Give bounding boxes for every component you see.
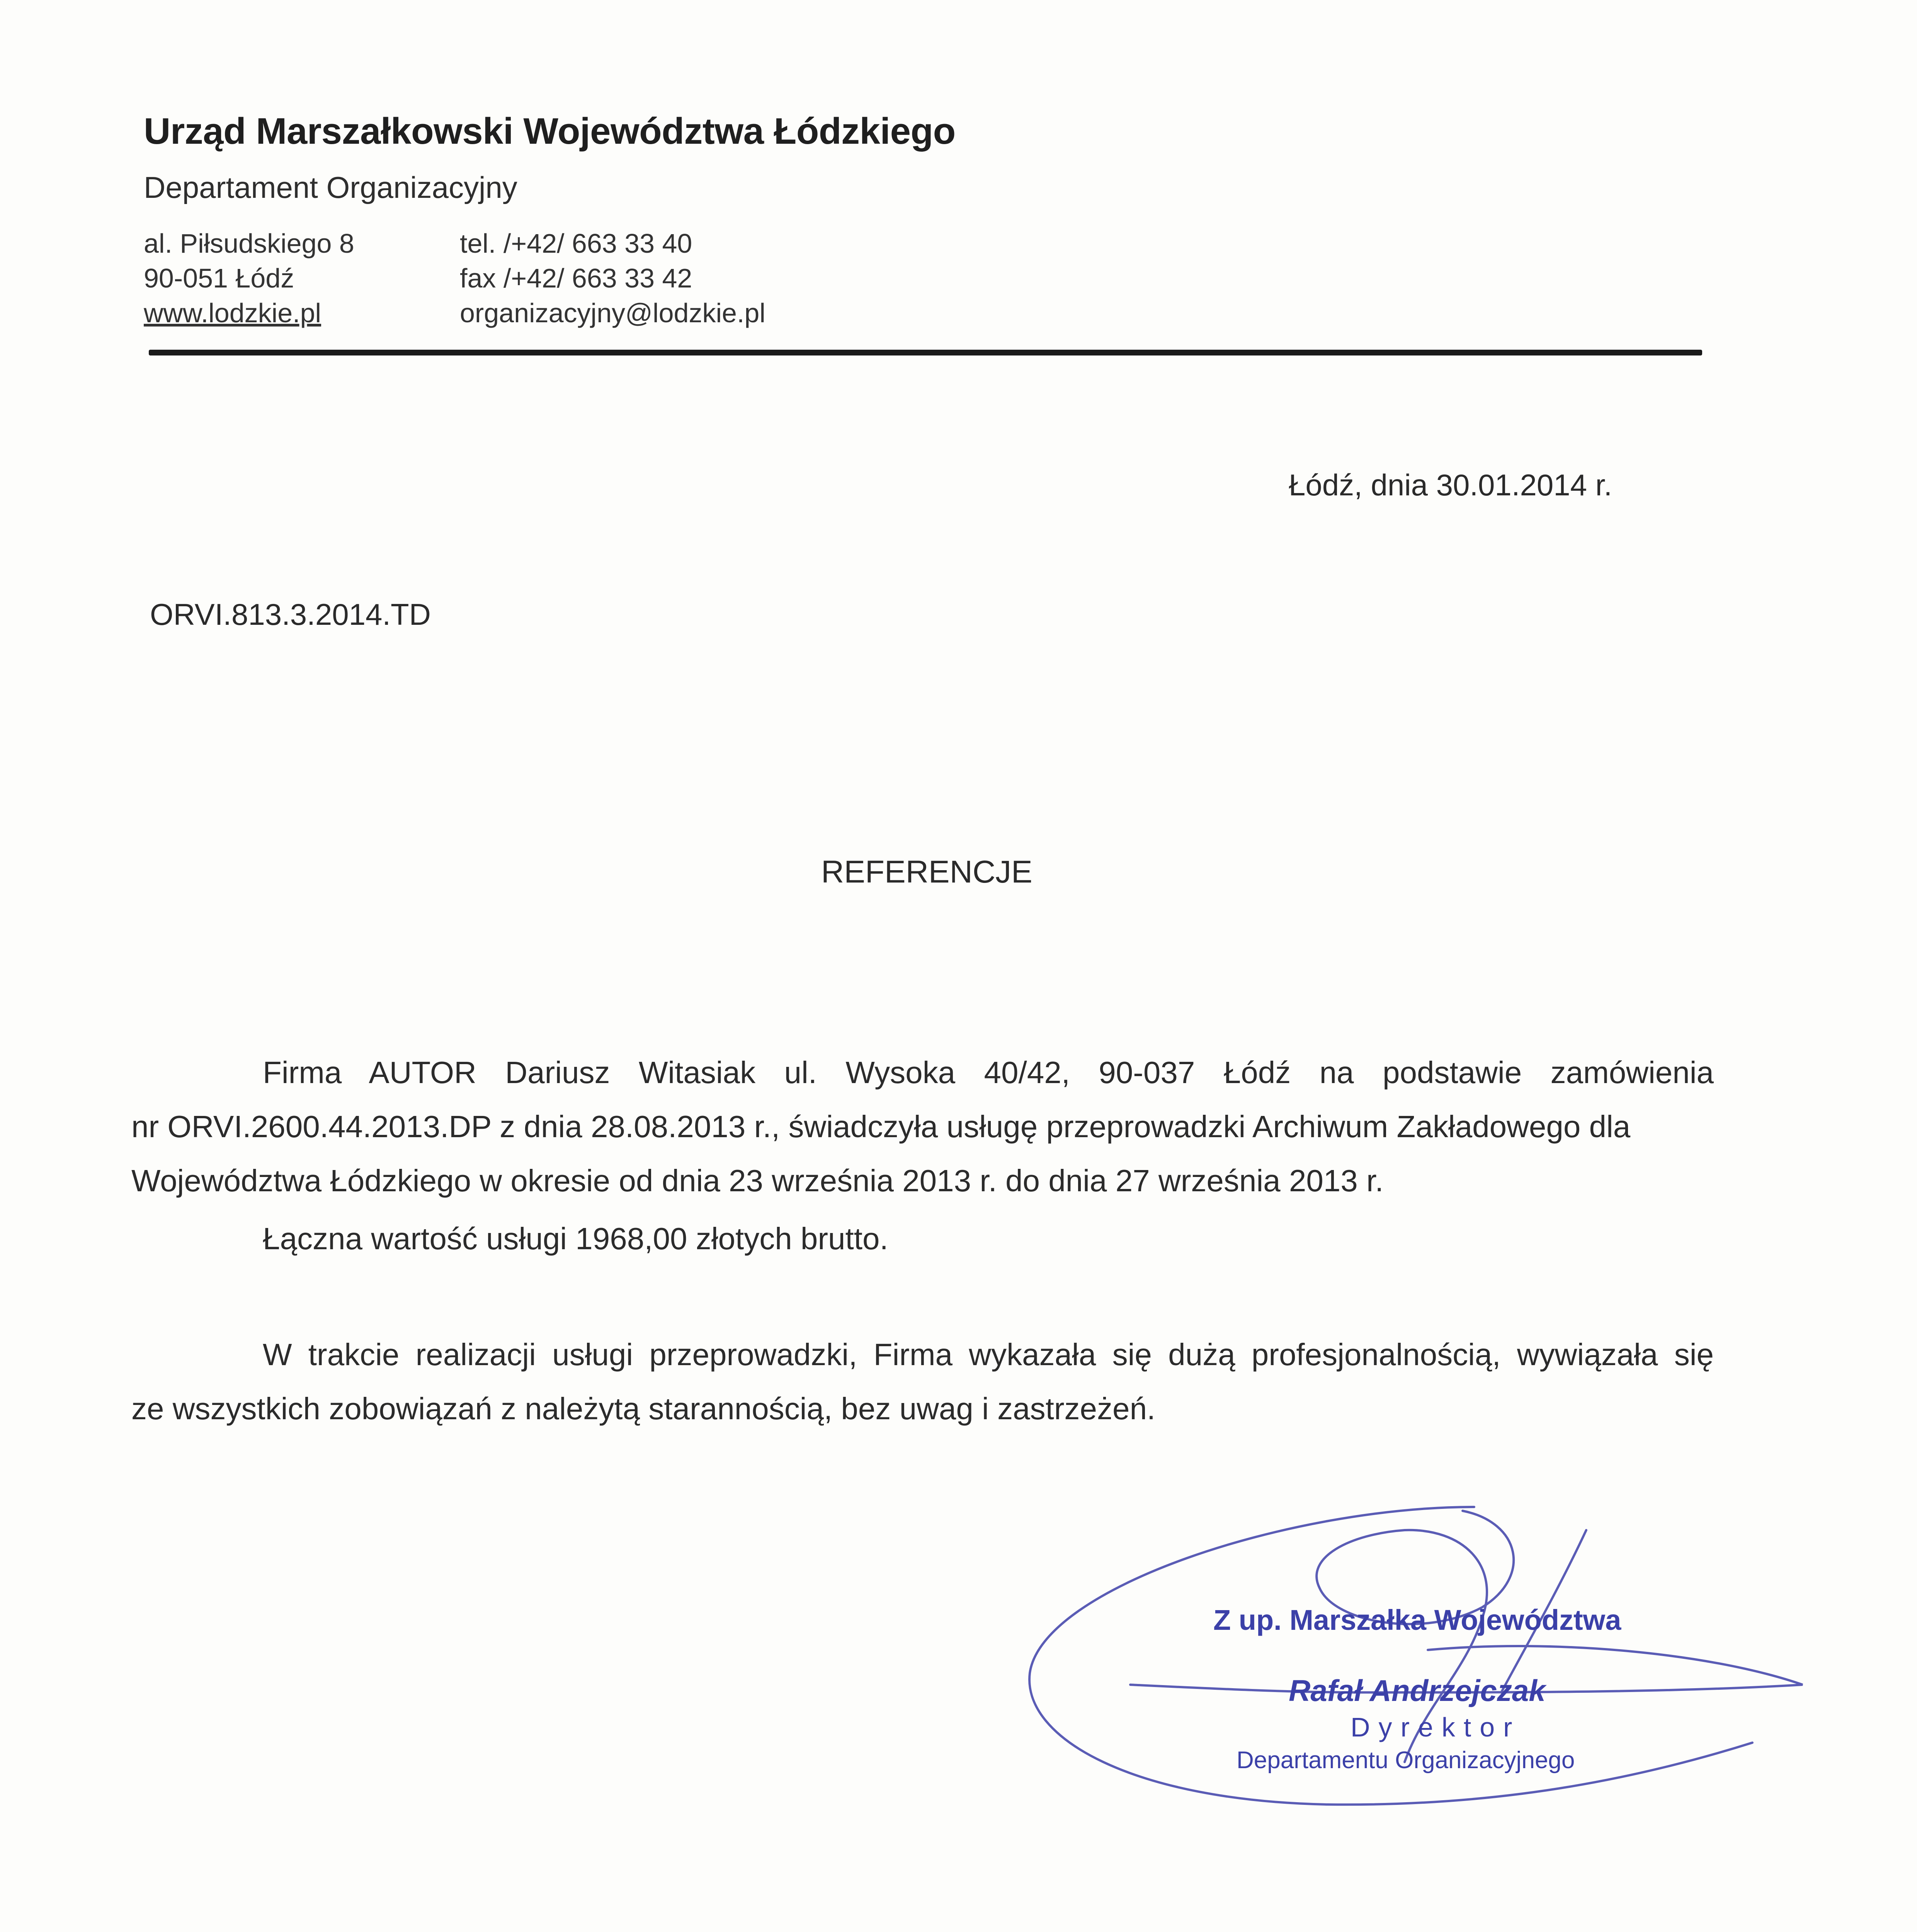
body-paragraph-1-line-3: Województwa Łódzkiego w okresie od dnia 23 września 2013 r. do dnia 27 września 2013 r. (131, 1163, 1384, 1198)
body-paragraph-2-line-1: W trakcie realizacji usługi przeprowadzki, Firma wykazała się dużą profesjonalnością, wywiązała się (263, 1337, 1714, 1372)
body-paragraph-1-line-4: Łączna wartość usługi 1968,00 złotych brutto. (263, 1221, 888, 1256)
address-street: al. Piłsudskiego 8 (144, 228, 354, 259)
stamp-name: Rafał Andrzejczak (1289, 1673, 1546, 1708)
body-paragraph-1-line-1: Firma AUTOR Dariusz Witasiak ul. Wysoka 40/42, 90-037 Łódź na podstawie zamówienia (263, 1055, 1714, 1090)
email-address[interactable]: organizacyjny@lodzkie.pl (460, 298, 765, 328)
phone-number: tel. /+42/ 663 33 40 (460, 228, 692, 259)
header-divider (149, 350, 1702, 355)
department-name: Departament Organizacyjny (144, 170, 517, 204)
website-link[interactable]: www.lodzkie.pl (144, 298, 321, 328)
date-line: Łódź, dnia 30.01.2014 r. (1289, 468, 1613, 502)
address-city: 90-051 Łódź (144, 263, 294, 293)
stamp-department: Departamentu Organizacyjnego (1237, 1747, 1575, 1774)
stamp-line-1: Z up. Marszałka Województwa (1213, 1604, 1621, 1636)
document-title: REFERENCJE (821, 854, 1032, 889)
body-paragraph-1-line-2: nr ORVI.2600.44.2013.DP z dnia 28.08.2013 r., świadczyła usługę przeprowadzki Archiwum Zakładowego dla (131, 1109, 1631, 1144)
body-paragraph-2-line-2: ze wszystkich zobowiązań z należytą starannością, bez uwag i zastrzeżeń. (131, 1391, 1156, 1426)
reference-number: ORVI.813.3.2014.TD (150, 597, 431, 631)
org-name: Urząd Marszałkowski Województwa Łódzkiego (144, 111, 956, 152)
fax-number: fax /+42/ 663 33 42 (460, 263, 692, 293)
stamp-position: Dyrektor (1351, 1712, 1521, 1742)
